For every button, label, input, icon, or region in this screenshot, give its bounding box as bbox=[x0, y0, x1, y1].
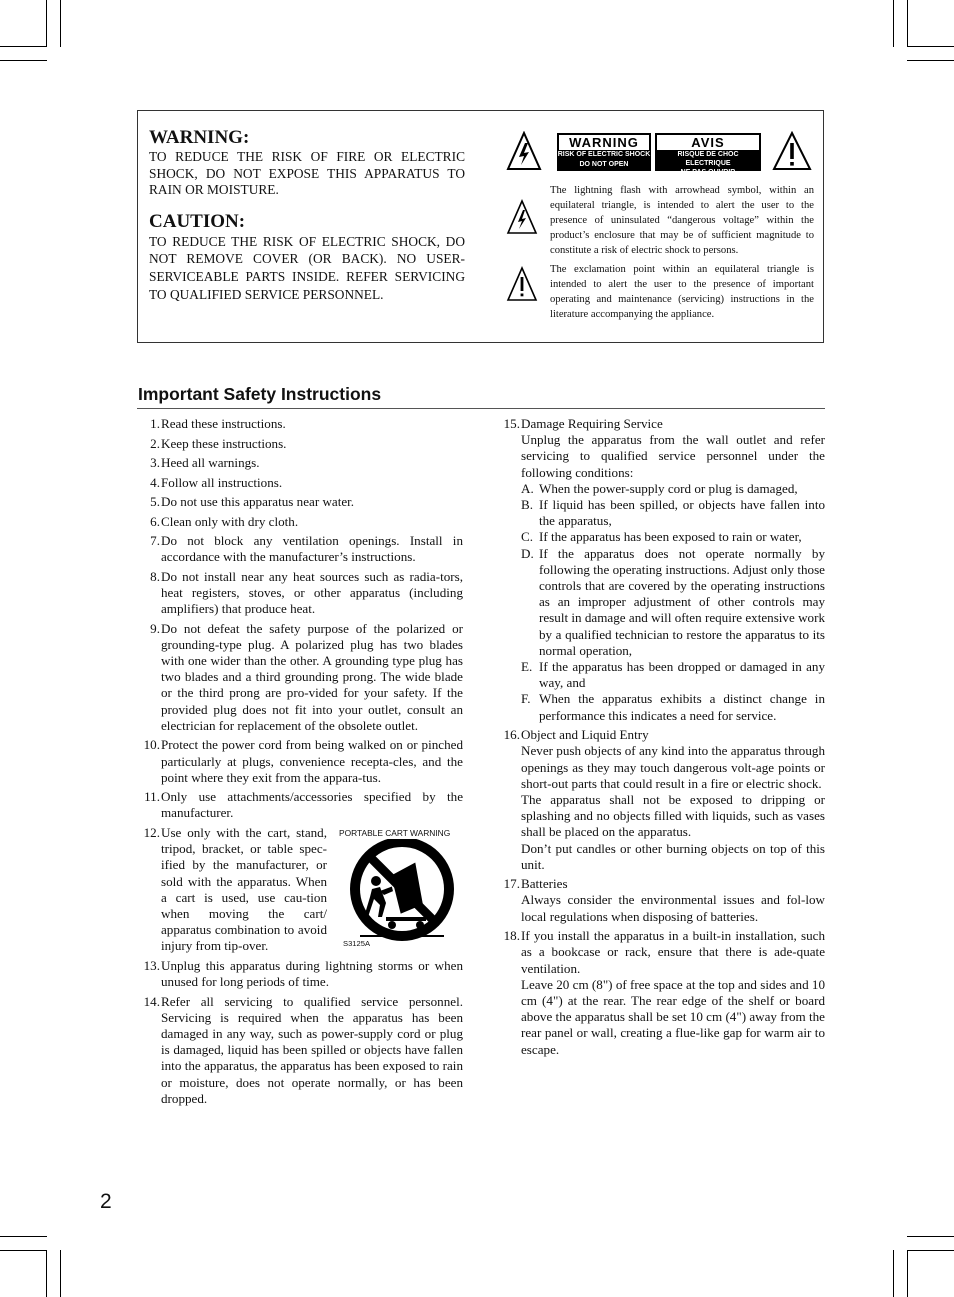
list-item: 5. Do not use this apparatus near water. bbox=[150, 494, 355, 509]
figure-code: S3125A bbox=[343, 938, 371, 948]
figure-caption: PORTABLE CART WARNING bbox=[339, 827, 451, 838]
warning-box bbox=[137, 110, 824, 343]
lightning-triangle-icon bbox=[506, 199, 538, 235]
list-item: 13. Unplug this apparatus during lightning storms or when unused for long periods of time. bbox=[143, 957, 463, 990]
list-item: 12. Use only with the cart, stand, tripod, bracket, or table spec-ified by the manufacturer, or sold with the apparatus. When a cart is used, use cau-tion when moving the cart/ apparatus combination to avoid injury from tip-over. PORTABLE CART WARNING S3125A bbox=[137, 825, 463, 955]
list-item: 11. Only use attachments/accessories specified by the manufacturer. bbox=[144, 789, 463, 821]
divider bbox=[137, 408, 825, 409]
list-item: 6. Clean only with dry cloth. bbox=[150, 513, 299, 529]
list-item: 4. Follow all instructions. bbox=[150, 474, 283, 490]
avis-label: AVIS RISQUE DE CHOC ELECTRIQUE NE PAS OUVRIR bbox=[655, 133, 761, 171]
list-item: 1. Read these instructions. bbox=[150, 416, 286, 431]
page-number: 2 bbox=[100, 1190, 112, 1213]
lightning-explanation: The lightning flash with arrowhead symbol, within an equilateral triangle, is intended to alert the user to the presence of uninsulated “dangerous voltage” within the product’s enclosure that may be of sufficient magnitude to constitute a risk of electric shock to persons. bbox=[550, 185, 814, 256]
list-item: 3. Heed all warnings. bbox=[150, 455, 260, 470]
right-column bbox=[497, 416, 825, 1061]
list-item: 15. Damage Requiring Service Unplug the apparatus from the wall outlet and refer servicing to qualified service personnel under the following conditions: A. When the power-supply cord or plug is damaged, B. If liquid has been spilled, or objects have fallen into the apparatus, C. If the apparatus has been exposed to rain or water, D. If the apparatus does not operate normally by following the operating instructions. Adjust only those controls that are covered by the operating instructions as an improper adjustment of other controls may result in damage and will often require extensive work by a qualified technician to restore the apparatus to its normal operation, E. If the apparatus has been dropped or damaged in any way, and F. When the apparatus exhibits a distinct change in performance this indicates a need for service. bbox=[503, 416, 825, 723]
list-item: 10. Protect the power cord from being walked on or pinched particularly at plugs, convenience recepta-cles, and the point where they exit from the appara-tus. bbox=[143, 737, 463, 785]
list-item: 16. Object and Liquid Entry Never push objects of any kind into the apparatus through openings as they may touch dangerous volt-age points or short-out parts that could result in a fire or electric shock. The apparatus shall not be exposed to dripping or splashing and no objects filled with liquids, such as vases shall be placed on the apparatus. Don’t put candles or other burning objects on top of this unit. bbox=[503, 727, 825, 872]
exclamation-triangle-icon bbox=[506, 266, 538, 302]
warning-label: WARNING RISK OF ELECTRIC SHOCK DO NOT OPEN bbox=[557, 133, 651, 171]
caution-text: TO REDUCE THE RISK OF ELECTRIC SHOCK, DO NOT REMOVE COVER (OR BACK). NO USER-SERVICEABLE PARTS INSIDE. REFER SERVICING TO QUALIFIED SERVICE PERSONNEL. bbox=[149, 233, 465, 302]
list-item: 2. Keep these instructions. bbox=[150, 435, 287, 451]
portable-cart-warning-icon bbox=[346, 839, 458, 945]
symbol-explanations bbox=[506, 131, 814, 322]
caution-heading: CAUTION: bbox=[149, 210, 246, 232]
section-title: Important Safety Instructions bbox=[138, 384, 382, 404]
lightning-triangle-icon bbox=[506, 131, 542, 171]
exclamation-triangle-icon bbox=[772, 131, 812, 171]
cart-instruction: Use only with the cart, stand, tripod, bracket, or table spec-ified by the manufacturer, or sold with the apparatus. When a cart is used, use cau-tion when moving the cart/ apparatus combination to avoid injury from tip-over. bbox=[161, 824, 327, 954]
list-item: 17. Batteries Always consider the environmental issues and fol-low local regulations when disposing of batteries. bbox=[503, 876, 825, 924]
warning-text-block bbox=[149, 127, 465, 303]
list-item: 9. Do not defeat the safety purpose of the polarized or grounding-type plug. A polarized plug has two blades with one wider than the other. A grounding type plug has two blades and a third grounding prong. The wide blade or the third prong are pro-vided for your safety. If the provided plug does not fit into your outlet, consult an electrician for replacement of the obsolete outlet. bbox=[150, 620, 463, 733]
exclamation-explanation: The exclamation point within an equilateral triangle is intended to alert the user to the presence of important operating and maintenance (servicing) instructions in the literature accompanying the appliance. bbox=[550, 264, 814, 320]
list-item: 18. If you install the apparatus in a built-in installation, such as a bookcase or rack, ensure that there is ade-quate ventilation. Leave 20 cm (8") of free space at the top and sides and 10 cm (4") at the rear. The rear edge of the shelf or board above the apparatus shall be set 10 cm (4") away from the rear panel or wall, creating a flue-like gap for warm air to escape. bbox=[503, 928, 825, 1057]
left-column bbox=[137, 416, 463, 1110]
list-item: 14. Refer all servicing to qualified service personnel. Servicing is required when the apparatus has been damaged in any way, such as power-supply cord or plug is damaged, liquid has been spilled or objects have fallen into the apparatus, the apparatus has been exposed to rain or moisture, does not operate normally, or has been dropped. bbox=[143, 993, 463, 1106]
warning-text: TO REDUCE THE RISK OF FIRE OR ELECTRIC SHOCK, DO NOT EXPOSE THIS APPARATUS TO RAIN OR MOISTURE. bbox=[149, 149, 465, 198]
list-item: 7. Do not block any ventilation openings. Install in accordance with the manufacturer’s instructions. bbox=[150, 533, 463, 565]
list-item: 8. Do not install near any heat sources such as radia-tors, heat registers, stoves, or other apparatus (including amplifiers) that produce heat. bbox=[150, 568, 463, 617]
warning-heading: WARNING: bbox=[149, 127, 250, 148]
portable-cart-warning-figure bbox=[339, 825, 469, 955]
